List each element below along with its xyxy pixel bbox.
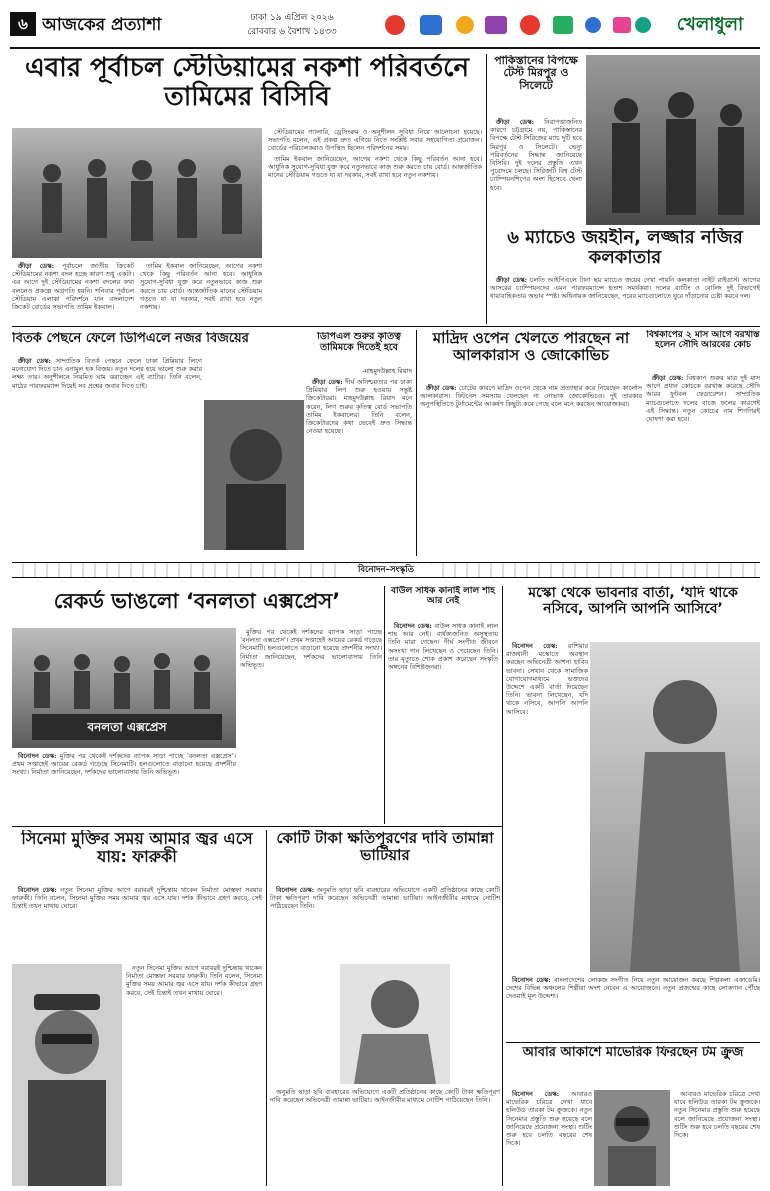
masthead-rule xyxy=(10,47,760,49)
banalata-photo-text: বনলতা এক্সপ্রেস xyxy=(87,720,167,734)
tomcruise-dateline: বিনোদন ডেস্ক: xyxy=(512,1090,560,1098)
dpl-text: সাম্প্রতিক বিতর্ক পেছনে ফেলে ঢাকা প্রিমিয়ার লিগে মনোযোগ দিতে চান এনামুল হক বিজয়। নতুন দলের হয়ে ভালো শুরু করার লক্ষ্য তার। অনুশীলনে নিয়মিত ঘাম ঝরাচ্ছেন এই ব্যাটার। তিনি বলেন, মাঠের পারফরম্যান্স দিয়েই সব প্রশ্নের জবাব দিতে চাই। xyxy=(12,357,202,390)
photo-tomcruise xyxy=(594,1090,670,1186)
swimmer-icon xyxy=(635,17,651,33)
farooki-body-2 xyxy=(126,964,262,1186)
player-icon xyxy=(420,15,442,35)
tamanna-dateline: বিনোদন ডেস্ক: xyxy=(276,886,315,894)
photo-bhabna xyxy=(590,642,760,972)
quote-title: ডিপিএল শুরুর কৃতিত্ব তামিমকে দিতেই হবে xyxy=(317,332,401,353)
purbachal-col2-text: তামিম ইকবাল জানিয়েছেন, আগের নকশা থেকে কিছু পরিবর্তন আনা হবে। আধুনিক সুযোগ-সুবিধা যুক্ত করে নতুনভাবে কাজ শুরু করতে চায় বোর্ড। আন্তর্জাতিক মানের স্টেডিয়াম গড়তে যা যা দরকার, সবই রাখা হবে নতুন নকশায়। xyxy=(140,262,262,312)
saudi-dateline: ক্রীড়া ডেস্ক: xyxy=(652,374,684,382)
band-label: বিনোদন–সংস্কৃতি xyxy=(336,564,436,577)
baul-dateline: বিনোদন ডেস্ক: xyxy=(394,622,432,630)
photo-tamanna xyxy=(340,964,450,1084)
section-rule-3 xyxy=(506,1042,760,1043)
section-rule-2 xyxy=(12,826,502,827)
purbachal-lead: পূর্বাচলে জাতীয় ক্রিকেট স্টেডিয়ামের নকশা বদল হচ্ছে কারণ শুধু একটা। এর আগে দুই স্টেডিয়ামের নকশা বদলের কথা বললেও প্রকল্পে অগ্রগতি হয়নি। শনিবার পূর্বাচল স্টেডিয়াম এলাকা পরিদর্শনে যান বাংলাদেশ ক্রিকেট বোর্ডের সভাপতি তামিম ইকবাল। xyxy=(12,262,134,312)
headline-purbachal: এবার পূর্বাচল স্টেডিয়ামের নকশা পরিবর্তনে তামিমের বিসিবি xyxy=(24,54,470,113)
boxer-icon xyxy=(485,16,507,34)
city-date: ঢাকা ১৯ এপ্রিল ২০২৬ xyxy=(250,13,334,23)
football-icon xyxy=(456,16,474,34)
moscow-text: রাশিয়ার রাজধানী মস্কোতে অবস্থান করছেন অভিনেত্রী আশনা হাবিব ভাবনা। সেখান থেকে সামাজিক যোগাযোগমাধ্যমে ভক্তদের উদ্দেশে একটি বার্তা দিয়েছেন তিনি। ভাবনা লিখেছেন, যদি থাকে নসিবে, আপনি আপনি আসিবে। xyxy=(506,642,588,716)
baul-text: বাউল সাধক কানাই লাল শাহ আর নেই। বার্ধক্যজনিত অসুস্থতায় তিনি মারা গেছেন। দীর্ঘ সংগীত জীবনে অসংখ্য গান লিখেছেন ও গেয়েছেন তিনি। তার মৃত্যুতে শোক প্রকাশ করেছেন সংস্কৃতি অঙ্গনের বিশিষ্টজনরা। xyxy=(388,622,498,672)
tomcruise-body xyxy=(506,1090,592,1186)
saudi-text: বিশ্বকাপ শুরুর মাত্র দুই মাস আগে প্রধান কোচকে বরখাস্ত করেছে সৌদি আরব ফুটবল ফেডারেশন। সাম্প্রতিক ম্যাচগুলোতে দলের বাজে ফলের কারণেই এই সিদ্ধান্ত। নতুন কোচের নাম শিগগিরই ঘোষণা করা হবে। xyxy=(646,374,760,424)
madrid-dateline: ক্রীড়া ডেস্ক: xyxy=(426,384,457,392)
misc-body xyxy=(506,976,760,1040)
kkr-text: চলতি আইপিএলে টানা ছয় ম্যাচেও জয়ের দেখা পায়নি কলকাতা নাইট রাইডার্স। আগের আসরের চ্যাম্পিয়নদের এমন পারফরম্যান্সে হতাশ সমর্থকরা। দলের ব্যাটিং ও বোলিং দুই বিভাগেই ধারাবাহিকতার অভাব স্পষ্ট। অধিনায়ক জানিয়েছেন, পরের ম্যাচগুলোতে ঘুরে দাঁড়ানোর চেষ্টা করবে দল। xyxy=(490,276,760,301)
quote-author: -মাহমুদউল্লাহ রিয়াদ xyxy=(362,367,412,375)
saudi-body xyxy=(646,374,760,556)
tamanna-body xyxy=(270,886,500,960)
madrid-body xyxy=(420,384,642,556)
purbachal-col1 xyxy=(12,262,134,320)
tennis-icon xyxy=(613,17,631,33)
misc-text: বাংলাদেশের লোকজ সংগীত নিয়ে নতুন আয়োজন করছে শিল্পকলা একাডেমি। দেশের বিভিন্ন অঞ্চলের শিল্পীরা অংশ নেবেন এ আয়োজনে। নতুন প্রজন্মের কাছে লোকগান পৌঁছে দেওয়াই মূল উদ্দেশ্য। xyxy=(506,976,760,1001)
section-rule-1 xyxy=(12,326,760,327)
farooki-text: নতুন সিনেমা মুক্তির আগে বরাবরই দুশ্চিন্তায় থাকেন নির্মাতা মোস্তফা সরয়ার ফারুকী। তিনি বলেন, সিনেমা মুক্তির সময় আমার জ্বর এসে যায়। দর্শক কীভাবে গ্রহণ করবে, সেই চিন্তাই তখন মাথায় ঘোরে। xyxy=(12,886,262,911)
tomcruise-text: আবারও মাভেরিক চরিত্রে দেখা যাবে হলিউড তারকা টম ক্রুজকে। নতুন সিনেমার প্রস্তুতি শুরু হয়েছে বলে জানিয়েছে প্রযোজনা সংস্থা। শুটিং শুরু হবে চলতি বছরের শেষ দিকে। xyxy=(506,1090,592,1148)
farooki-body xyxy=(12,886,262,960)
col-rule-mid xyxy=(416,330,417,556)
headline-baul: বাউল সাধক কানাই লাল শাহ আর নেই xyxy=(390,586,496,607)
banalata-body xyxy=(12,752,236,812)
farooki-text-2: নতুন সিনেমা মুক্তির আগে বরাবরই দুশ্চিন্তায় থাকেন নির্মাতা মোস্তফা সরয়ার ফারুকী। তিনি বলেন, সিনেমা মুক্তির সময় আমার জ্বর এসে যায়। দর্শক কীভাবে গ্রহণ করবে, সেই চিন্তাই তখন মাথায় ঘোরে। xyxy=(126,964,262,997)
photo-kkr-players xyxy=(586,55,760,225)
tomcruise-text-2: আবারও মাভেরিক চরিত্রে দেখা যাবে হলিউড তারকা টম ক্রুজকে। নতুন সিনেমার প্রস্তুতি শুরু হয়েছে বলে জানিয়েছে প্রযোজনা সংস্থা। শুটিং শুরু হবে চলতি বছরের শেষ দিকে। xyxy=(674,1090,760,1140)
moscow-dateline: বিনোদন ডেস্ক: xyxy=(512,642,558,650)
tomcruise-body-2 xyxy=(674,1090,760,1186)
dpl-dateline: ক্রীড়া ডেস্ক: xyxy=(18,357,51,365)
pakistan-text: নিরাপত্তাজনিত কারণে চট্টগ্রামে নয়, পাকিস্তানের বিপক্ষে টেস্ট সিরিজের ম্যাচ দুটি হবে মিরপুর ও সিলেটে। ভেন্যু পরিবর্তনের সিদ্ধান্ত জানিয়েছে বিসিবি। দুই দলের প্রস্তুতি এখন পুরোদমে চলছে। সিরিজটি বিশ্ব টেস্ট চ্যাম্পিয়নশিপের অংশ হিসেবে খেলা হবে। xyxy=(490,118,582,192)
quote-dateline: ক্রীড়া ডেস্ক: xyxy=(312,378,343,386)
col-rule-baul xyxy=(384,586,385,824)
headline-kkr: ৬ ম্যাচেও জয়হীন, লজ্জার নজির কলকাতার xyxy=(507,228,743,269)
banalata-text-2: মুক্তির পর থেকেই দর্শকদের ব্যাপক সাড়া পাচ্ছে ‘বনলতা এক্সপ্রেস’। প্রথম সপ্তাহেই আয়ের রেকর্ড গড়েছে সিনেমাটি। হলগুলোতে বাড়ানো হয়েছে প্রদর্শনীর সংখ্যা। নির্মাতা জানিয়েছেন, দর্শকদের ভালোবাসায় তিনি অভিভূত। xyxy=(240,628,382,669)
page-number: ৬ xyxy=(10,12,36,36)
sports-banner-icons xyxy=(375,8,655,42)
headline-dpl: বিতর্ক পেছনে ফেলে ডিপিএলে নজর বিজয়ের xyxy=(12,332,249,346)
headline-pakistan: পাকিস্তানের বিপক্ষে টেস্ট মিরপুর ও সিলেটে xyxy=(494,55,578,92)
purbachal-col2-repeat: তামিম ইকবাল জানিয়েছেন, আগের নকশা থেকে কিছু পরিবর্তন আনা হবে। আধুনিক সুযোগ-সুবিধা যুক্ত করে নতুনভাবে কাজ শুরু করতে চায় বোর্ড। আন্তর্জাতিক মানের স্টেডিয়াম গড়তে যা যা দরকার, সবই রাখা হবে নতুন নকশায়। xyxy=(268,154,482,180)
col-rule-tamanna xyxy=(266,830,267,1186)
purbachal-col3 xyxy=(268,128,482,320)
headline-madrid: মাদ্রিদ ওপেন খেলতে পারছেন না আলকারাস ও জোকোভিচ xyxy=(432,330,630,364)
quote-text: দীর্ঘ অনিশ্চয়তার পর ঢাকা প্রিমিয়ার লিগ শুরু হওয়ায় সন্তুষ্ট ক্রিকেটাররা। মাহমুদউল্লাহ রিয়াদ মনে করেন, লিগ শুরুর কৃতিত্ব বোর্ড সভাপতি তামিম ইকবালের। তিনি বলেন, ক্রিকেটারদের কথা ভেবেই দ্রুত সিদ্ধান্ত নেওয়া হয়েছে। xyxy=(306,378,412,436)
madrid-text: চোটের কারণে মাদ্রিদ ওপেন থেকে নাম প্রত্যাহার করে নিয়েছেন কার্লোস আলকারাস। ফিটনেস সমস্যায় খেলছেন না নোভাক জোকোভিচও। দুই তারকার অনুপস্থিতিতে টুর্নামেন্টের আকর্ষণ কিছুটা কমে গেছে বলে মনে করছেন আয়োজকরা। xyxy=(420,384,642,409)
pakistan-body xyxy=(490,118,582,224)
col-rule-moscow xyxy=(502,586,503,1186)
headline-banalata: রেকর্ড ভাঙলো ‘বনলতা এক্সপ্রেস’ xyxy=(53,590,341,613)
pakistan-dateline: ক্রীড়া ডেস্ক: xyxy=(496,118,535,126)
misc-dateline: বিনোদন ডেস্ক: xyxy=(512,976,551,984)
kkr-body xyxy=(490,276,760,324)
dpl-body xyxy=(12,357,202,557)
tamanna-text: অনুমতি ছাড়া ছবি ব্যবহারের অভিযোগে একটি প্রতিষ্ঠানের কাছে কোটি টাকা ক্ষতিপূরণ দাবি করেছেন অভিনেত্রী তামান্না ভাটিয়া। আইনজীবীর মাধ্যমে নোটিশ পাঠিয়েছেন তিনি। xyxy=(270,886,500,911)
headline-moscow: মস্কো থেকে ভাবনার বার্তা, ‘যদি থাকে নসিবে, আপনি আপনি আসিবে’ xyxy=(528,586,738,617)
farooki-dateline: বিনোদন ডেস্ক: xyxy=(18,886,57,894)
photo-banalata-event xyxy=(12,628,236,748)
tamanna-text-2: অনুমতি ছাড়া ছবি ব্যবহারের অভিযোগে একটি প্রতিষ্ঠানের কাছে কোটি টাকা ক্ষতিপূরণ দাবি করেছেন অভিনেত্রী তামান্না ভাটিয়া। আইনজীবীর মাধ্যমে নোটিশ পাঠিয়েছেন তিনি। xyxy=(270,1088,500,1105)
banalata-dateline: বিনোদন ডেস্ক: xyxy=(18,752,57,760)
baul-body xyxy=(388,622,498,822)
headline-tomcruise: আবার আকাশে মাভেরিক ফিরছেন টম ক্রুজ xyxy=(522,1046,744,1060)
quote-body xyxy=(306,378,412,556)
purbachal-col2 xyxy=(140,262,262,320)
purbachal-dateline: ক্রীড়া ডেস্ক: xyxy=(18,262,54,270)
paper-name: আজকের প্রত্যাশা xyxy=(42,15,162,35)
section-name: খেলাধুলা xyxy=(676,14,744,35)
banalata-body-2 xyxy=(240,628,382,812)
col-rule-right xyxy=(486,54,487,324)
photo-tamim-visit xyxy=(12,128,262,258)
masthead xyxy=(10,6,760,46)
kkr-dateline: ক্রীড়া ডেস্ক: xyxy=(496,276,527,284)
tamanna-body-2 xyxy=(270,1088,500,1186)
photo-bijoy xyxy=(204,400,304,550)
runner-icon xyxy=(385,15,405,35)
headline-tamanna: কোটি টাকা ক্ষতিপূরণের দাবি তামান্না ভাটিয়ার xyxy=(276,830,494,864)
day-date: রোববার ৬ বৈশাখ ১৪৩৩ xyxy=(247,27,337,37)
banalata-text: মুক্তির পর থেকেই দর্শকদের ব্যাপক সাড়া পাচ্ছে ‘বনলতা এক্সপ্রেস’। প্রথম সপ্তাহেই আয়ের রেকর্ড গড়েছে সিনেমাটি। হলগুলোতে বাড়ানো হয়েছে প্রদর্শনীর সংখ্যা। নির্মাতা জানিয়েছেন, দর্শকদের ভালোবাসায় তিনি অভিভূত। xyxy=(12,752,236,777)
cricket-ball-icon xyxy=(585,17,601,33)
purbachal-col3-text: স্টেডিয়ামের গ্যালারি, ড্রেসিংরুম ও অনুশীলন সুবিধা নিয়ে আলোচনা হয়েছে। সভাপতি বলেন, এই প্রকল্প দ্রুত এগিয়ে নিতে সংশ্লিষ্ট সবার সহযোগিতা প্রয়োজন। বোর্ডের পরিচালকরাও উপস্থিত ছিলেন পরিদর্শনের সময়। xyxy=(268,128,482,153)
headline-saudi: বিশ্বকাপের ২ মাস আগে বরখাস্ত হলেন সৌদি আরবের কোচ xyxy=(646,330,760,351)
moscow-body xyxy=(506,642,588,972)
cyclist-icon xyxy=(520,15,540,35)
hurdle-icon xyxy=(553,16,573,34)
photo-farooki xyxy=(12,964,122,1186)
headline-farooki: সিনেমা মুক্তির সময় আমার জ্বর এসে যায়: ফারুকী xyxy=(21,830,253,866)
binodon-band xyxy=(12,562,760,578)
